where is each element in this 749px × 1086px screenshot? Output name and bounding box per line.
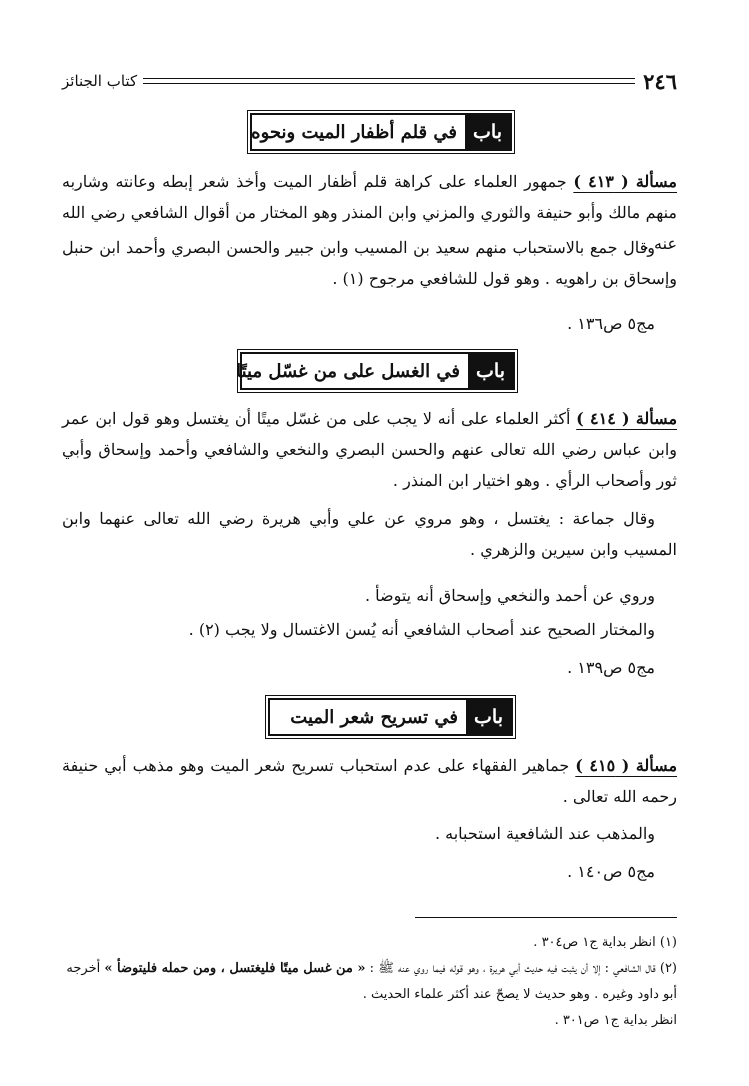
chapter-title: في الغسل على من غسّل ميتًا	[236, 360, 461, 382]
issue-text: جماهير الفقهاء على عدم استحباب تسريح شعر الميت وهو مذهب أبي حنيفة رحمه الله تعالى .	[62, 756, 677, 806]
issue-label: مسألة ( ٤١٥ )	[575, 756, 678, 775]
footnote-rule	[415, 917, 677, 918]
body-paragraph: وقال جماعة : يغتسل ، وهو مروي عن علي وأبي هريرة رضي الله تعالى عنهما وابن المسيب وابن سيرين والزهري .	[62, 509, 677, 559]
issue-paragraph	[62, 750, 677, 812]
body-paragraph: والمذهب عند الشافعية استحبابه .	[434, 824, 655, 843]
chapter-heading	[268, 698, 513, 736]
chapter-tag: باب	[468, 354, 513, 388]
chapter-heading	[250, 113, 512, 151]
header-rule	[143, 78, 635, 84]
book-title: كتاب الجنائز	[62, 72, 138, 90]
body-paragraph: والمختار الصحيح عند أصحاب الشافعي أنه يُسن الاغتسال ولا يجب (٢) .	[188, 620, 655, 639]
chapter-title: في تسريح شعر الميت	[290, 706, 459, 728]
chapter-tag: باب	[465, 115, 510, 149]
body-paragraph: وقال جمع بالاستحباب منهم سعيد بن المسيب وابن جبير والحسن البصري وأحمد ابن حنبل وإسحاق بن راهويه . وهو قول للشافعي مرجوح (١) .	[62, 238, 677, 288]
source-reference: مج٥ ص١٣٦ .	[567, 314, 655, 333]
issue-label: مسألة ( ٤١٣ )	[573, 172, 678, 191]
chapter-tag: باب	[466, 700, 511, 734]
issue-text: أكثر العلماء على أنه لا يجب على من غسّل ميتًا أن يغتسل وهو قول ابن عمر وابن عباس رضي الله تعالى عنهم والحسن البصري والنخعي والشافعي وأحمد وإسحاق وأبي ثور وأصحاب الرأي . وهو اختيار ابن المنذر .	[62, 409, 677, 490]
footnote-1: (١) انظر بداية ج١ ص٣٠٤ .	[533, 935, 677, 950]
footnote-2-text-end: أخرجه أبو داود وغيره . وهو حديث لا يصحّ عند أكثر علماء الحديث .	[66, 961, 677, 1002]
chapter-title: في قلم أظفار الميت ونحوه	[251, 121, 458, 143]
issue-paragraph	[62, 403, 677, 496]
source-reference: مج٥ ص١٣٩ .	[567, 658, 655, 677]
footnote-2-hadith-quote: « من غسل ميتًا فليغتسل ، ومن حمله فليتوضأ »	[104, 961, 366, 976]
footnote-2	[62, 956, 677, 1008]
chapter-heading	[236, 352, 515, 390]
footnote-2-reference: انظر بداية ج١ ص٣٠١ .	[554, 1013, 677, 1028]
source-reference: مج٥ ص١٤٠ .	[567, 862, 655, 881]
issue-label: مسألة ( ٤١٤ )	[576, 409, 678, 428]
page-number: ٢٤٦	[643, 68, 677, 94]
issue-text: جمهور العلماء على كراهة قلم أظفار الميت وأخذ شعر إبطه وعانته وشاربه منهم مالك وأبو حنيفة والثوري والمزني وابن المنذر وهو المختار من أقوال الشافعي رضي الله عنه .	[62, 172, 677, 253]
running-header	[62, 66, 677, 96]
body-paragraph: وروي عن أحمد والنخعي وإسحاق أنه يتوضأ .	[364, 586, 655, 605]
footnote-2-text: (٢) قال الشافعي : إلا أن يثبت فيه حديث أبي هريرة ، وهو قوله فيما روي عنه ﷺ :	[365, 961, 677, 976]
footnotes	[62, 930, 677, 1034]
